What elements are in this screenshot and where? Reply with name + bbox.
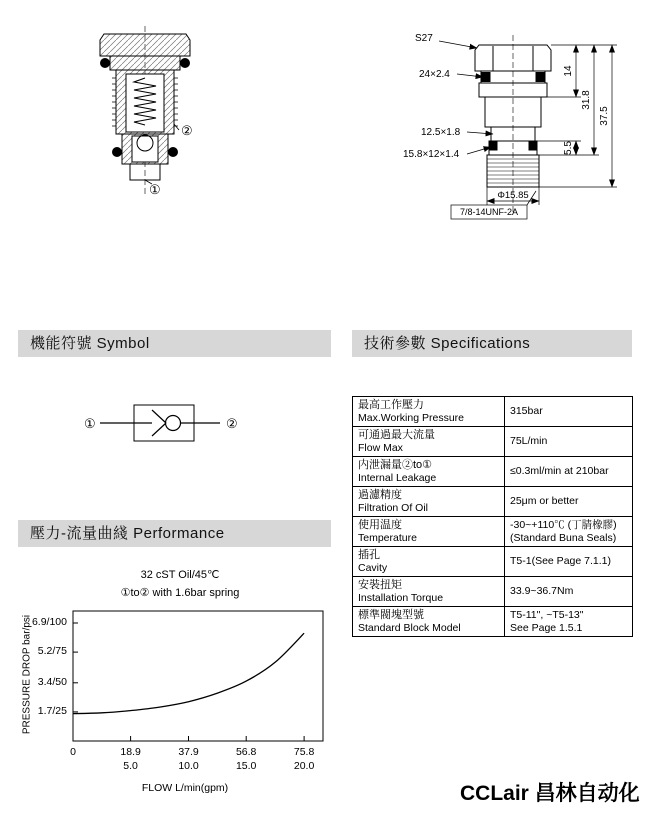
y-tick-label: 1.7/25	[37, 704, 67, 717]
table-row	[353, 397, 633, 427]
spec-value-cell	[505, 397, 633, 427]
performance-curve	[73, 633, 304, 713]
port-2-label: ②	[181, 123, 193, 138]
spec-label-en: Standard Block Model	[358, 622, 461, 634]
spec-label-cell	[353, 427, 505, 457]
performance-chart	[15, 556, 355, 813]
symbol-port-2-label: ②	[226, 416, 238, 431]
y-axis-label: PRESSURE DROP bar/psi	[21, 614, 33, 735]
spec-value: -30~+110℃ (丁腈橡膠)	[510, 519, 617, 531]
spec-label-cell	[353, 607, 505, 637]
x-tick-label: 75.8	[293, 746, 315, 758]
spec-label-en: Installation Torque	[358, 592, 444, 604]
performance-section-header: 壓力-流量曲綫 Performance	[18, 520, 331, 547]
valve-dimension-drawing	[395, 15, 645, 235]
chart-title: 32 cST Oil/45℃	[140, 569, 220, 581]
table-row	[353, 547, 633, 577]
company-logo: CCLair 昌林自动化	[460, 782, 640, 805]
spec-label-zh: 安裝扭矩	[358, 579, 402, 591]
spec-label-cell	[353, 397, 505, 427]
spec-label-en: Max.Working Pressure	[358, 412, 465, 424]
spec-label-cell	[353, 547, 505, 577]
spec-label-zh: 標準閥塊型號	[358, 609, 424, 621]
table-row	[353, 457, 633, 487]
spec-value-cell	[505, 487, 633, 517]
x-tick-label: 5.0	[123, 760, 138, 772]
symbol-section-header: 機能符號 Symbol	[18, 330, 331, 357]
check-valve-symbol-diagram	[60, 395, 270, 451]
dim-thread-spec: 7/8-14UNF-2A	[459, 207, 519, 217]
spec-label-cell	[353, 487, 505, 517]
chart-subtitle: ①to② with 1.6bar spring	[120, 587, 240, 599]
spec-value-cell	[505, 517, 633, 547]
spec-value-cell	[505, 577, 633, 607]
dim-12-5x1-8: 12.5×1.8	[421, 127, 461, 138]
check-valve-symbol	[100, 405, 220, 441]
table-row	[353, 517, 633, 547]
spec-label-en: Cavity	[358, 562, 388, 574]
part-outline	[475, 35, 551, 215]
x-tick-label: 15.0	[235, 760, 257, 772]
port-1-label: ①	[149, 182, 161, 197]
spec-value: 75L/min	[510, 435, 548, 448]
symbol-port-1-label: ①	[84, 416, 96, 431]
spec-label-en: Flow Max	[358, 442, 403, 454]
spec-value-line2: (Standard Buna Seals)	[510, 531, 617, 544]
spec-label-zh: 插孔	[358, 549, 380, 561]
spec-label-cell	[353, 577, 505, 607]
dim-s27: S27	[415, 33, 433, 44]
spec-value-line2: See Page 1.5.1	[510, 621, 583, 634]
spec-label-zh: 最高工作壓力	[358, 399, 424, 411]
x-tick-label: 20.0	[293, 760, 315, 772]
dim-15-8x12x1-4: 15.8×12×1.4	[403, 149, 460, 160]
spec-value: ≤0.3ml/min at 210bar	[510, 465, 609, 478]
spec-value-cell	[505, 607, 633, 637]
dim-24x2-4: 24×2.4	[419, 69, 450, 80]
y-tick-label: 6.9/100	[31, 615, 67, 628]
x-axis-label: FLOW L/min(gpm)	[141, 782, 229, 794]
plot-area	[73, 611, 323, 741]
spec-label-zh: 使用温度	[358, 519, 402, 531]
x-tick-label: 56.8	[235, 746, 257, 758]
y-tick-label: 5.2/75	[37, 645, 67, 658]
spec-label-cell	[353, 457, 505, 487]
spec-value-cell	[505, 457, 633, 487]
spec-label-cell	[353, 517, 505, 547]
table-row	[353, 577, 633, 607]
spec-value-cell	[505, 427, 633, 457]
spec-value-cell	[505, 547, 633, 577]
table-row	[353, 427, 633, 457]
spec-label-en: Filtration Of Oil	[358, 502, 429, 514]
dim-31-8: 31.8	[581, 90, 592, 110]
spec-label-en: Internal Leakage	[358, 472, 437, 484]
y-tick-label: 3.4/50	[37, 675, 67, 688]
specifications-table	[352, 396, 633, 637]
dim-phi-15-85: Φ15.85	[497, 190, 529, 201]
spec-value: T5-1(See Page 7.1.1)	[510, 555, 611, 568]
valve-cross-section-drawing	[50, 22, 270, 212]
x-tick-label: 10.0	[178, 760, 199, 772]
x-tick-label: 0	[70, 746, 76, 758]
x-tick-label: 37.9	[178, 746, 199, 758]
x-tick-label: 18.9	[120, 746, 141, 758]
spec-label-zh: 過濾精度	[358, 489, 402, 501]
spec-value: 33.9~36.7Nm	[510, 585, 574, 598]
spec-label-zh: 可通過最大流量	[358, 429, 435, 441]
specifications-section-header: 技術參數 Specifications	[352, 330, 632, 357]
cross-section-outline	[100, 26, 190, 194]
table-row	[353, 607, 633, 637]
spec-label-zh: 内泄漏量②to①	[358, 459, 433, 471]
spec-label-en: Temperature	[358, 532, 417, 544]
dim-5-5: 5.5	[563, 141, 574, 155]
spec-value: T5-11", ~T5-13"	[510, 609, 584, 621]
dim-37-5: 37.5	[599, 106, 610, 126]
spec-value: 25μm or better	[510, 495, 579, 508]
table-row	[353, 487, 633, 517]
spec-value: 315bar	[510, 405, 543, 418]
dim-14: 14	[563, 65, 574, 77]
